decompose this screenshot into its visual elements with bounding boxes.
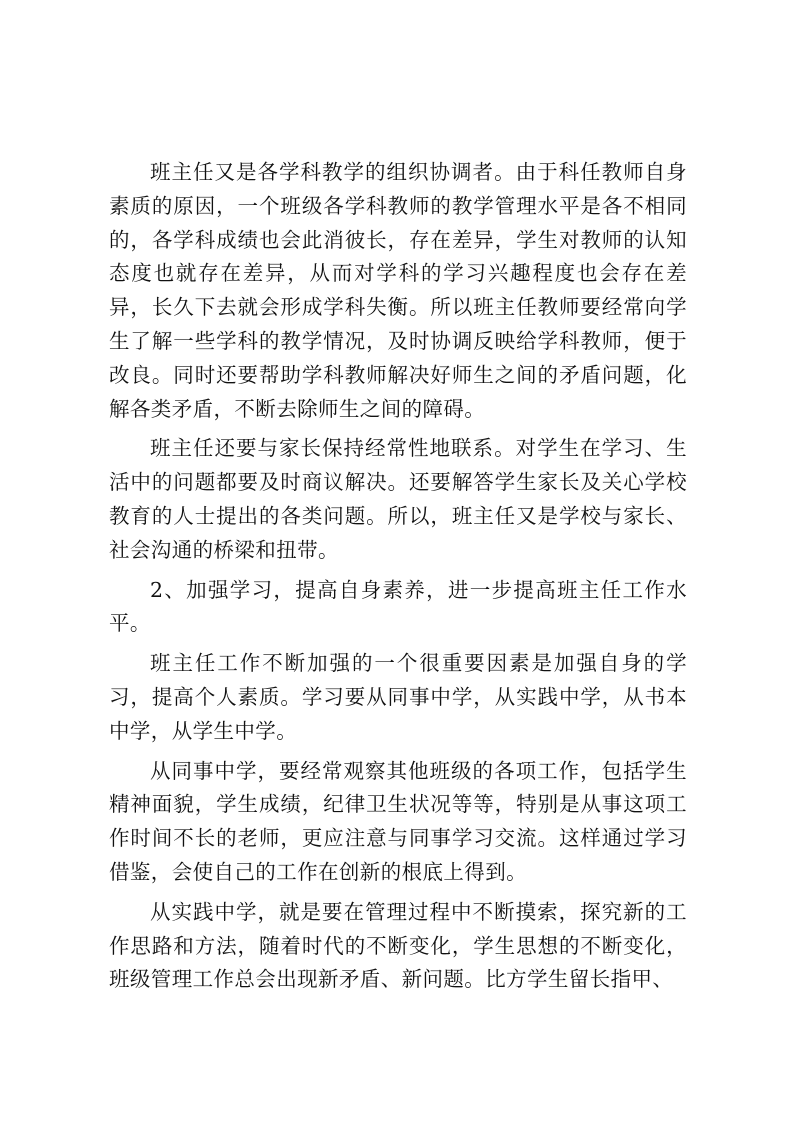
paragraph-parents-contact: 班主任还要与家长保持经常性地联系。对学生在学习、生活中的问题都要及时商议解决。还要解答学生家长及关心学校教育的人士提出的各类问题。所以，班主任又是学校与家长、社会沟通的桥梁和扭带。 (109, 436, 687, 562)
paragraph-learn-from-colleagues: 从同事中学，要经常观察其他班级的各项工作，包括学生精神面貌，学生成绩，纪律卫生状况等等，特别是从事这项工作时间不长的老师，更应注意与同事学习交流。这样通过学习借鉴，会使自己的工作在创新的根底上得到。 (109, 758, 687, 884)
document-body (109, 156, 687, 1003)
paragraph-self-improvement: 班主任工作不断加强的一个很重要因素是加强自身的学习，提高个人素质。学习要从同事中学，从实践中学，从书本中学，从学生中学。 (109, 651, 687, 743)
paragraph-learn-from-practice: 从实践中学，就是要在管理过程中不断摸索，探究新的工作思路和方法，随着时代的不断变化，学生思想的不断变化，班级管理工作总会出现新矛盾、新问题。比方学生留长指甲、 (109, 899, 687, 992)
paragraph-coordinator: 班主任又是各学科教学的组织协调者。由于科任教师自身素质的原因，一个班级各学科教师的教学管理水平是各不相同的，各学科成绩也会此消彼长，存在差异，学生对教师的认知态度也就存在差异，从而对学科的学习兴趣程度也会存在差异，长久下去就会形成学科失衡。所以班主任教师要经常向学生了解一些学科的教学情况，及时协调反映给学科教师，便于改良。同时还要帮助学科教师解决好师生之间的矛盾问题，化解各类矛盾，不断去除师生之间的障碍。 (109, 160, 687, 421)
section-heading-learning: 2、加强学习，提高自身素养，进一步提高班主任工作水平。 (109, 577, 687, 636)
